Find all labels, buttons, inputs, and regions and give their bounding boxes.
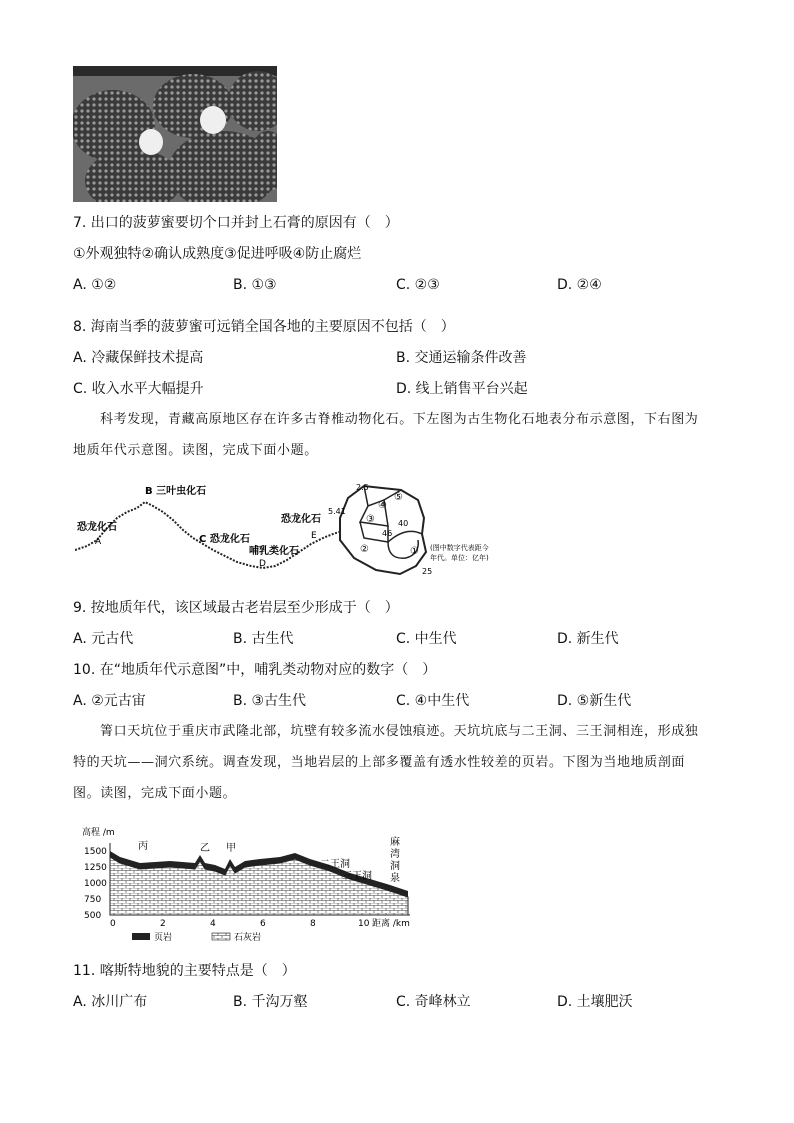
fossil-distribution-figure <box>75 478 340 578</box>
fossil-letter-a: A <box>95 537 102 547</box>
y-axis-title: 高程 /m <box>82 828 115 838</box>
q9-option-b: B. 古生代 <box>233 631 294 647</box>
q10-option-d: D. ⑤新生代 <box>557 693 632 709</box>
q11-option-c: C. 奇峰林立 <box>396 994 471 1010</box>
geo-note-line1: (图中数字代表距今 <box>430 544 489 552</box>
y-tick-750: 750 <box>84 895 102 905</box>
q8-option-c: C. 收入水平大幅提升 <box>73 381 204 397</box>
q7-option-a: A. ①② <box>73 277 117 293</box>
label-erwang-cave: 二王洞 <box>320 859 350 870</box>
q11-stem: 11. 喀斯特地貌的主要特点是（ ） <box>73 963 296 979</box>
label-sanwang-cave: 三王洞 <box>342 871 372 882</box>
x-tick-6: 6 <box>260 919 266 929</box>
intro3-line2: 特的天坑——洞穴系统。调查发现，当地岩层的上部多覆盖有透水性较差的页岩。下图为当地地质剖面 <box>73 755 686 770</box>
geo-num-5-41: 5.41 <box>328 507 346 516</box>
q7-option-c: C. ②③ <box>396 277 440 293</box>
label-bing: 丙 <box>138 841 148 852</box>
y-tick-1500: 1500 <box>84 847 107 857</box>
x-tick-8: 8 <box>310 919 316 929</box>
geo-circle-1: ① <box>410 546 419 557</box>
q11-option-d: D. 土壤肥沃 <box>557 994 633 1010</box>
legend-limestone-swatch <box>212 933 230 940</box>
label-yi: 乙 <box>200 843 210 854</box>
q7-option-d: D. ②④ <box>557 277 602 293</box>
y-tick-1000: 1000 <box>84 879 107 889</box>
q10-stem: 10. 在“地质年代示意图”中，哺乳类动物对应的数字（ ） <box>73 662 437 678</box>
q10-option-a: A. ②元古宙 <box>73 693 146 709</box>
geo-num-40: 40 <box>398 519 409 528</box>
y-tick-500: 500 <box>84 911 102 921</box>
intro2-line1: 科考发现，青藏高原地区存在许多古脊椎动物化石。下左图为古生物化石地表分布示意图，下右图为 <box>100 412 699 427</box>
q8-option-b: B. 交通运输条件改善 <box>396 350 527 366</box>
x-tick-10: 10 <box>358 919 370 929</box>
q7-stem: 7. 出口的菠萝蜜要切个口并封上石膏的原因有（ ） <box>73 215 399 231</box>
intro3-line1: 箐口天坑位于重庆市武隆北部，坑壁有较多流水侵蚀痕迹。天坑坑底与二王洞、三王洞相连，形成独 <box>100 724 699 739</box>
label-spring-3: 洞 <box>390 861 400 872</box>
label-spring-2: 湾 <box>390 849 400 860</box>
intro2-line2: 地质年代示意图。读图，完成下面小题。 <box>73 443 318 458</box>
q9-option-d: D. 新生代 <box>557 631 619 647</box>
geo-num-46: 46 <box>382 529 393 538</box>
fossil-letter-d: D <box>259 559 266 569</box>
q8-stem: 8. 海南当季的菠萝蜜可远销全国各地的主要原因不包括（ ） <box>73 319 455 335</box>
geological-profile-figure <box>80 823 420 943</box>
geo-circle-2: ② <box>360 544 369 555</box>
fossil-label-d: 哺乳类化石 <box>249 546 299 557</box>
y-tick-1250: 1250 <box>84 863 107 873</box>
fossil-label-b: B 三叶虫化石 <box>145 486 207 497</box>
intro3-line3: 图。读图，完成下面小题。 <box>73 786 237 801</box>
legend-shale-swatch <box>132 933 150 940</box>
label-jia: 甲 <box>226 843 236 854</box>
q9-option-c: C. 中生代 <box>396 631 457 647</box>
label-spring-4: 泉 <box>390 873 400 884</box>
geo-circle-4: ④ <box>378 500 387 511</box>
q8-option-a: A. 冷藏保鲜技术提高 <box>73 350 204 366</box>
label-spring-1: 麻 <box>390 837 400 848</box>
q11-option-b: B. 千沟万壑 <box>233 994 308 1010</box>
x-tick-2: 2 <box>160 919 166 929</box>
geo-num-25: 25 <box>422 567 433 576</box>
q7-option-b: B. ①③ <box>233 277 277 293</box>
legend-limestone: 石灰岩 <box>234 933 262 943</box>
q9-option-a: A. 元古代 <box>73 631 134 647</box>
q8-option-d: D. 线上销售平台兴起 <box>396 381 528 397</box>
jackfruit-photo <box>73 66 277 202</box>
q7-items: ①外观独特②确认成熟度③促进呼吸④防止腐烂 <box>73 246 362 262</box>
geologic-time-figure <box>326 478 516 578</box>
geo-note-line2: 年代。单位：亿年) <box>430 554 489 562</box>
q11-option-a: A. 冰川广布 <box>73 994 148 1010</box>
x-tick-4: 4 <box>210 919 216 929</box>
fossil-label-e: 恐龙化石 <box>281 514 321 525</box>
geo-circle-3: ③ <box>366 514 375 525</box>
fossil-label-a: 恐龙化石 <box>77 522 117 533</box>
geo-num-2-5: 2.5 <box>356 483 369 492</box>
x-axis-title: 距离 /km <box>372 919 410 929</box>
q10-option-b: B. ③古生代 <box>233 693 307 709</box>
geo-circle-5: ⑤ <box>394 492 403 503</box>
x-tick-0: 0 <box>110 919 116 929</box>
q9-stem: 9. 按地质年代，该区域最古老岩层至少形成于（ ） <box>73 600 399 616</box>
fossil-label-c: C 恐龙化石 <box>199 534 250 545</box>
legend-shale: 页岩 <box>154 933 173 943</box>
fossil-letter-e: E <box>311 531 317 541</box>
q10-option-c: C. ④中生代 <box>396 693 470 709</box>
